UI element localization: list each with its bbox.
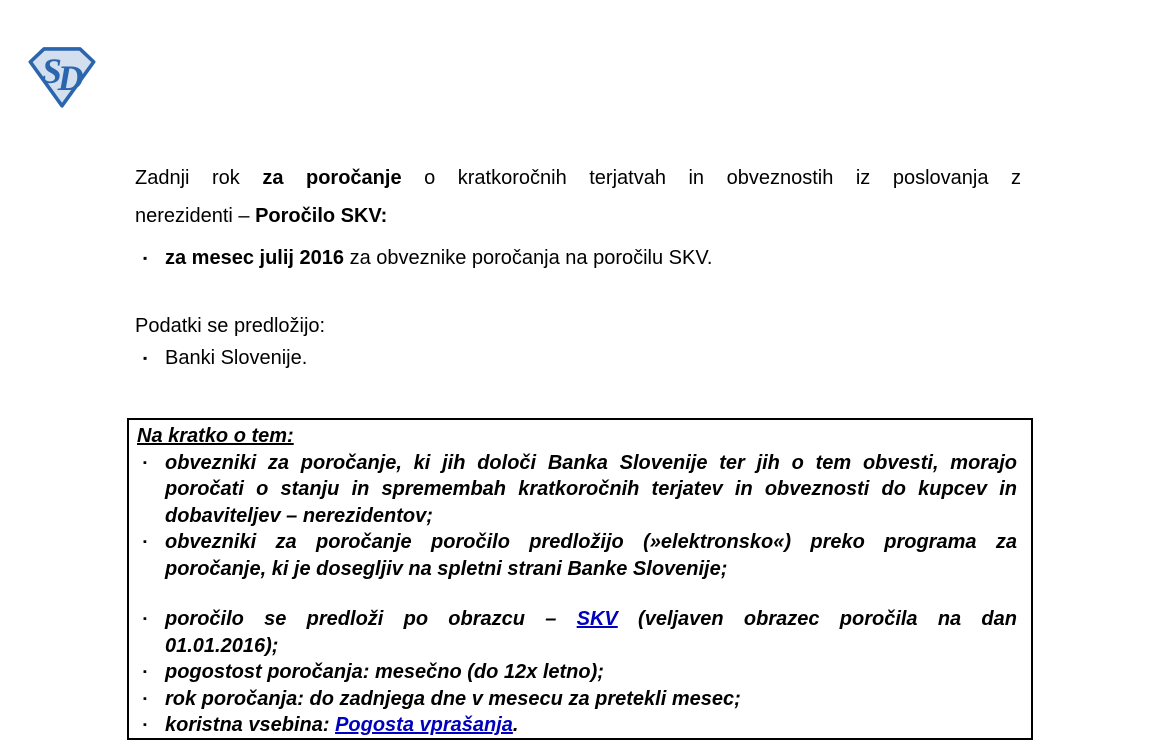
text-segment: nerezidenti – xyxy=(135,205,256,227)
sd-logo xyxy=(26,45,98,109)
text-line xyxy=(165,344,1021,372)
text-segment: dobaviteljev – nerezidentov; xyxy=(165,504,433,527)
text-segment: Zadnji rok xyxy=(135,167,263,189)
list-item xyxy=(137,712,1017,739)
text-line xyxy=(165,503,1017,530)
text-line xyxy=(135,197,1021,235)
logo-letter-s: S xyxy=(41,50,62,91)
list-item-text xyxy=(165,344,1021,372)
text-line xyxy=(165,606,1017,633)
info-box-heading: Na kratko o tem: xyxy=(137,425,294,447)
list-item-text xyxy=(165,712,1017,739)
text-segment: rok poročanja: do zadnjega dne v mesecu za pretekli mesec; xyxy=(165,687,741,710)
square-bullet-icon: ▪ xyxy=(143,456,147,469)
submission-list xyxy=(135,344,1021,372)
text-segment: Banki Slovenije. xyxy=(165,347,308,369)
text-line xyxy=(165,244,1021,272)
text-line xyxy=(165,633,1017,660)
list-item-text xyxy=(165,529,1017,582)
skv-link[interactable]: SKV xyxy=(576,608,618,630)
text-segment: Poročilo SKV: xyxy=(255,205,388,227)
list-item xyxy=(137,606,1017,659)
submission-heading: Podatki se predložijo: xyxy=(135,315,326,337)
list-item-text xyxy=(165,244,1021,272)
text-line xyxy=(165,686,1017,713)
square-bullet-icon: ▪ xyxy=(143,251,148,265)
info-box xyxy=(127,418,1033,740)
list-item xyxy=(135,244,1021,272)
text-line xyxy=(165,450,1017,477)
list-item-text xyxy=(165,606,1017,659)
text-segment: obvezniki za poročanje poročilo predložijo (»elektronsko«) preko programa za xyxy=(165,531,1017,553)
list-item xyxy=(137,659,1017,686)
text-line xyxy=(165,529,1017,556)
text-segment: pogostost poročanja: mesečno (do 12x letno); xyxy=(165,661,604,683)
info-box-list xyxy=(137,450,1017,739)
text-segment: . xyxy=(512,714,519,736)
text-segment: za poročanje xyxy=(262,167,402,189)
text-segment: o kratkoročnih terjatvah in obveznostih iz poslovanja z xyxy=(401,167,1022,189)
text-line xyxy=(135,159,1021,197)
pogosta-vprasanja-link[interactable]: Pogosta vprašanja xyxy=(335,714,513,736)
square-bullet-icon: ▪ xyxy=(143,692,147,705)
text-line xyxy=(165,659,1017,686)
list-item xyxy=(137,529,1017,582)
text-segment: koristna vsebina: xyxy=(165,714,336,736)
text-segment: za mesec julij 2016 xyxy=(165,247,345,269)
list-item-text xyxy=(165,659,1017,686)
square-bullet-icon: ▪ xyxy=(143,719,147,731)
list-item-text xyxy=(165,450,1017,530)
text-segment: za obveznike poročanja na poročilu SKV. xyxy=(344,247,713,269)
list-item xyxy=(135,344,1021,372)
text-segment: poročanje, ki je dosegljiv na spletni strani Banke Slovenije; xyxy=(165,557,728,580)
square-bullet-icon: ▪ xyxy=(143,351,148,365)
logo-letter-d: D xyxy=(57,57,84,98)
square-bullet-icon: ▪ xyxy=(143,666,147,678)
intro-paragraph xyxy=(135,159,1021,235)
list-item xyxy=(137,450,1017,530)
text-segment: (veljaven obrazec poročila na dan xyxy=(617,608,1017,630)
text-segment: poročilo se predloži po obrazcu – xyxy=(165,608,577,630)
square-bullet-icon: ▪ xyxy=(143,613,147,625)
text-segment: poročati o stanju in spremembah kratkoročnih terjatev in obveznosti do kupcev in xyxy=(165,478,1017,500)
square-bullet-icon: ▪ xyxy=(143,536,147,548)
text-segment: obvezniki za poročanje, ki jih določi Banka Slovenije ter jih o tem obvesti, morajo xyxy=(165,451,1017,474)
list-item-text xyxy=(165,686,1017,713)
text-segment: 01.01.2016); xyxy=(165,634,279,657)
deadline-list xyxy=(135,244,1021,272)
text-line xyxy=(165,476,1017,503)
text-line xyxy=(165,556,1017,583)
list-item xyxy=(137,686,1017,713)
text-line xyxy=(165,712,1017,739)
